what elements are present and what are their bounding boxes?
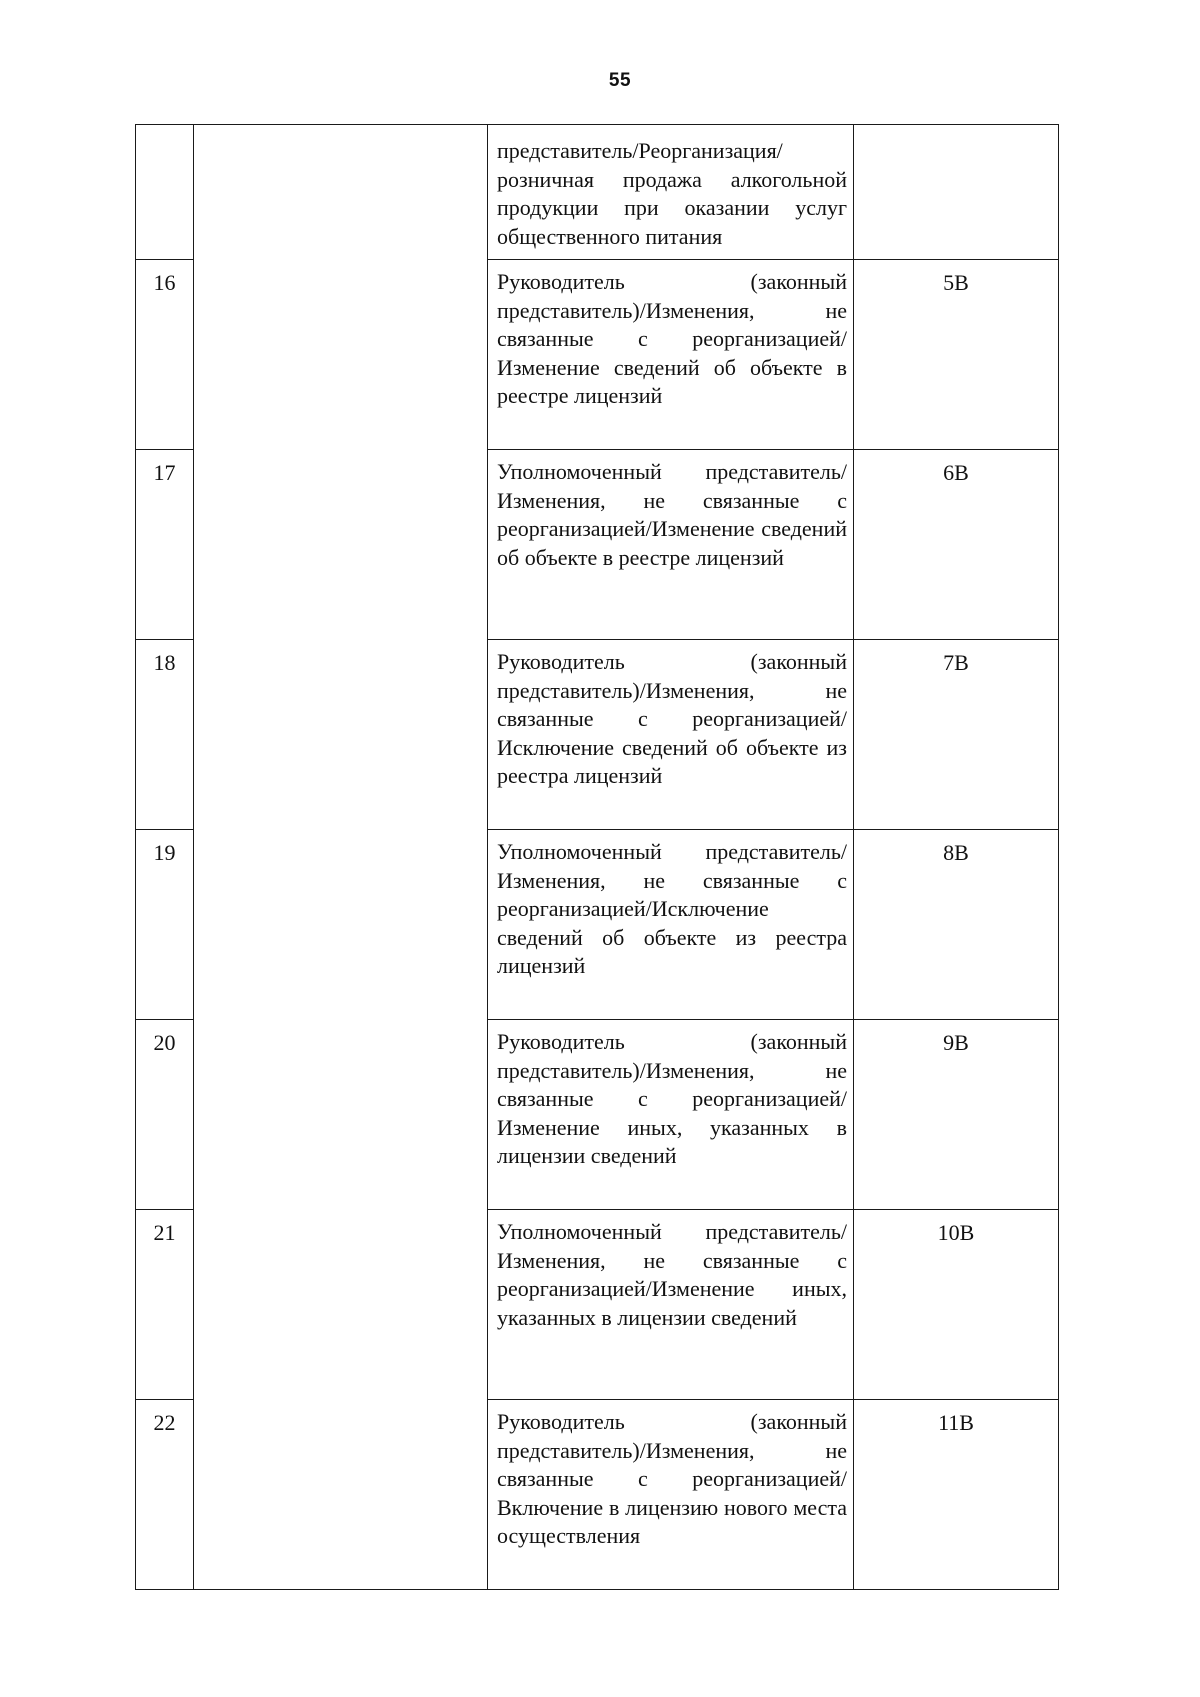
row-number: 20	[136, 1020, 194, 1210]
row-code: 7В	[854, 640, 1059, 830]
row-description: Руководитель (законный представитель)/Изменения, не связанные с реорганизацией/Изменение иных, указанных в лицензии сведений	[488, 1020, 854, 1210]
row-code: 10В	[854, 1210, 1059, 1400]
row-code: 9В	[854, 1020, 1059, 1210]
row-description: Уполномоченный представитель/Изменения, не связанные с реорганизацией/Изменение сведений об объекте в реестре лицензий	[488, 450, 854, 640]
row-code: 8В	[854, 830, 1059, 1020]
services-table	[135, 124, 1059, 1590]
row-number: 17	[136, 450, 194, 640]
row-description: Руководитель (законный представитель)/Изменения, не связанные с реорганизацией/Изменение сведений об объекте в реестре лицензий	[488, 260, 854, 450]
row-number: 21	[136, 1210, 194, 1400]
row-description: Руководитель (законный представитель)/Изменения, не связанные с реорганизацией/Включение в лицензию нового места осуществления	[488, 1400, 854, 1590]
row-number	[136, 125, 194, 260]
row-code: 6В	[854, 450, 1059, 640]
row-description: Уполномоченный представитель/Изменения, не связанные с реорганизацией/Исключение сведений об объекте из реестра лицензий	[488, 830, 854, 1020]
row-description: представитель/Реорганизация/розничная продажа алкогольной продукции при оказании услуг общественного питания	[488, 125, 854, 260]
merged-empty-column	[194, 125, 488, 1590]
row-code: 5В	[854, 260, 1059, 450]
row-code	[854, 125, 1059, 260]
row-description: Уполномоченный представитель/Изменения, не связанные с реорганизацией/Изменение иных, указанных в лицензии сведений	[488, 1210, 854, 1400]
row-number: 19	[136, 830, 194, 1020]
page-number: 55	[608, 70, 632, 91]
row-description: Руководитель (законный представитель)/Изменения, не связанные с реорганизацией/Исключение сведений об объекте из реестра лицензий	[488, 640, 854, 830]
row-number: 18	[136, 640, 194, 830]
row-number: 16	[136, 260, 194, 450]
row-number: 22	[136, 1400, 194, 1590]
row-code: 11В	[854, 1400, 1059, 1590]
table-row	[136, 125, 1059, 260]
